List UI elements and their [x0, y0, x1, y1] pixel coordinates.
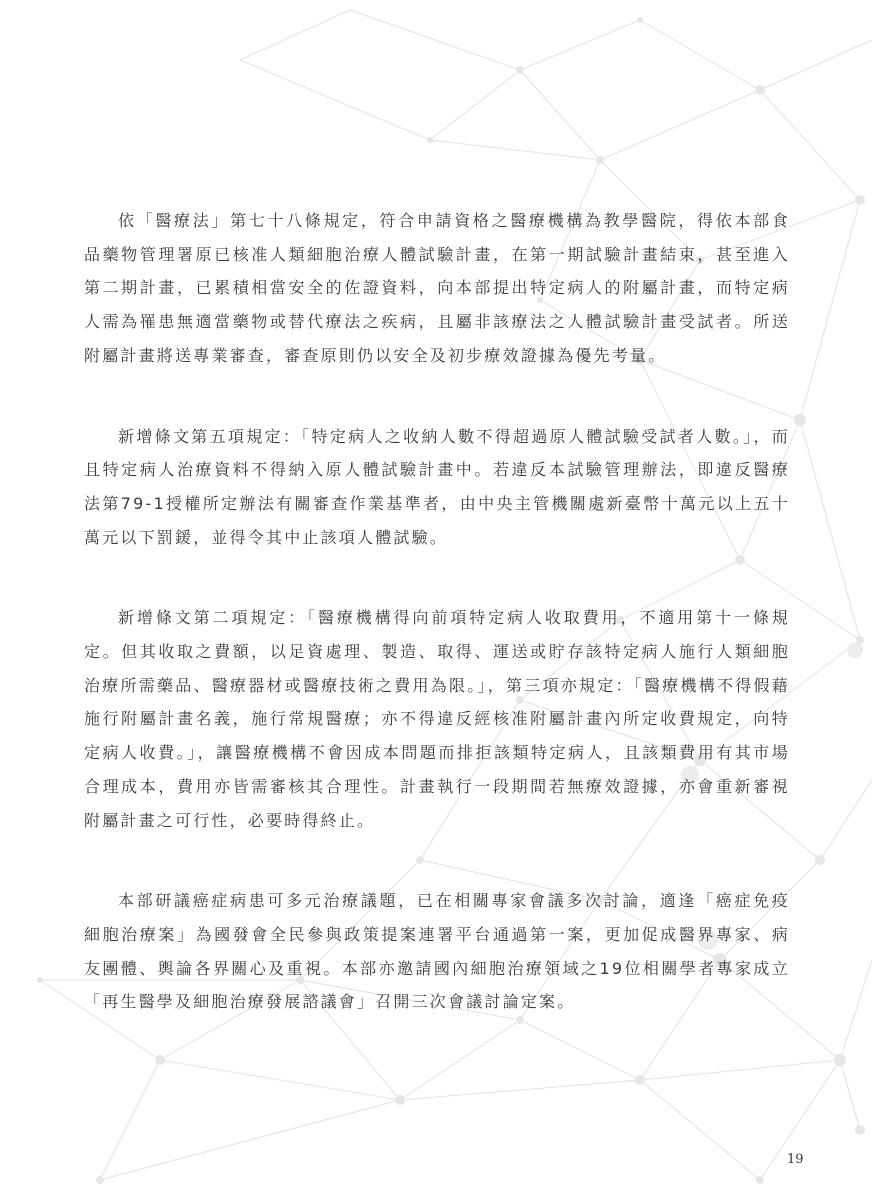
paragraph-cancer-therapy: 本部研議癌症病患可多元治療議題，已在相關專家會議多次討論，適逢「癌症免疫細胞治療案」為國發會全民參與政策提案連署平台通過第一案，更加促成醫界專家、病友團體、輿論各界關心及重視。本部亦邀請國內細胞治療領域之19位相關學者專家成立「再生醫學及細胞治療發展諮議會」召開三次會議討論定案。	[84, 891, 790, 1012]
paragraph-item-five: 新增條文第五項規定：「特定病人之收納人數不得超過原人體試驗受試者人數。」，而且特定病人治療資料不得納入原人體試驗計畫中。若違反本試驗管理辦法，即違反醫療法第79-1授權所定辦法有關審查作業基準者，由中央主管機關處新臺幣十萬元以上五十萬元以下罰鍰，並得令其中止該項人體試驗。	[84, 426, 790, 547]
page-number: 19	[787, 1152, 804, 1167]
document-body	[84, 204, 790, 1066]
paragraph-item-two: 新增條文第二項規定：「醫療機構得向前項特定病人收取費用，不適用第十一條規定。但其收取之費額，以足資處理、製造、取得、運送或貯存該特定病人施行人類細胞治療所需藥品、醫療器材或醫療技術之費用為限。」，第三項亦規定：「醫療機構不得假藉施行附屬計畫名義，施行常規醫療；亦不得違反經核准附屬計畫內所定收費規定，向特定病人收費。」，讓醫療機構不會因成本問題而排拒該類特定病人，且該類費用有其市場合理成本，費用亦皆需審核其合理性。計畫執行一段期間若無療效證據，亦會重新審視附屬計畫之可行性，必要時得終止。	[84, 608, 790, 830]
paragraph-medical-law: 依「醫療法」第七十八條規定，符合申請資格之醫療機構為教學醫院，得依本部食品藥物管理署原已核准人類細胞治療人體試驗計畫，在第一期試驗計畫結束，甚至進入第二期計畫，已累積相當安全的佐證資料，向本部提出特定病人的附屬計畫，而特定病人需為罹患無適當藥物或替代療法之疾病，且屬非該療法之人體試驗計畫受試者。所送附屬計畫將送專業審查，審查原則仍以安全及初步療效證據為優先考量。	[84, 211, 790, 365]
